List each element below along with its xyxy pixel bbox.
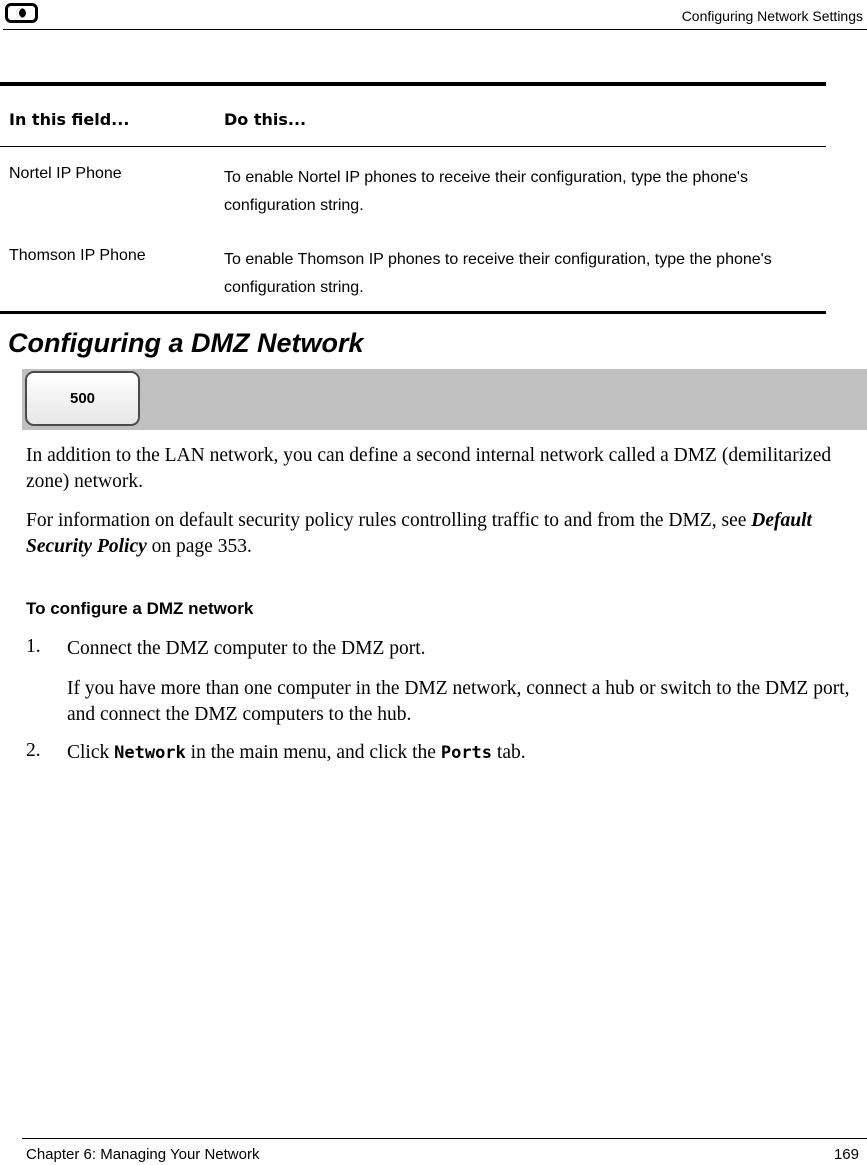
- page-number: 169: [833, 1146, 859, 1163]
- model-applicability-bar: [22, 369, 867, 430]
- table-bottom-rule: [0, 311, 826, 314]
- running-header: Configuring Network Settings: [681, 8, 863, 24]
- model-badge: 500: [25, 371, 140, 426]
- field-table: [0, 82, 826, 314]
- intro-paragraph: In addition to the LAN network, you can define a second internal network called a DMZ (demilitarized zone) network.: [26, 445, 832, 492]
- info-prefix: For information on default security policy rules controlling traffic to and from the DMZ, see: [26, 510, 752, 531]
- field-name: Thomson IP Phone: [9, 247, 146, 264]
- column-header-field: In this field...: [9, 110, 130, 129]
- section-title: Configuring a DMZ Network: [8, 328, 364, 358]
- table-header-row: [0, 86, 826, 147]
- step2-part-a: Click: [67, 742, 115, 763]
- menu-term-network: Network: [114, 743, 186, 763]
- header-divider: [3, 29, 867, 30]
- step-number: 2.: [26, 740, 41, 761]
- cross-reference-link[interactable]: Default Security Policy: [26, 510, 812, 557]
- info-suffix: on page 353.: [146, 536, 252, 557]
- step-note: If you have more than one computer in the DMZ network, connect a hub or switch to the DMZ port, and connect the DMZ computers to the hub.: [67, 678, 850, 725]
- step-text: Connect the DMZ computer to the DMZ port.: [67, 638, 426, 659]
- info-paragraph: [26, 508, 856, 560]
- procedure-heading: To configure a DMZ network: [26, 599, 254, 618]
- field-name: Nortel IP Phone: [9, 165, 122, 182]
- tab-term-ports: Ports: [440, 743, 493, 763]
- step-number: 1.: [26, 636, 41, 657]
- field-description: To enable Thomson IP phones to receive their configuration, type the phone's configuration string.: [224, 251, 772, 296]
- step-text: [67, 740, 857, 766]
- column-header-action: Do this...: [224, 110, 307, 129]
- footer-chapter: Chapter 6: Managing Your Network: [26, 1146, 260, 1163]
- table-row: [0, 229, 826, 311]
- step2-part-b: in the main menu, and click the: [185, 742, 441, 763]
- field-description: To enable Nortel IP phones to receive their configuration, type the phone's configuration string.: [224, 169, 748, 214]
- table-row: [0, 147, 826, 229]
- step2-part-c: tab.: [492, 742, 526, 763]
- product-logo-icon: [5, 3, 38, 23]
- footer-divider: [22, 1138, 867, 1139]
